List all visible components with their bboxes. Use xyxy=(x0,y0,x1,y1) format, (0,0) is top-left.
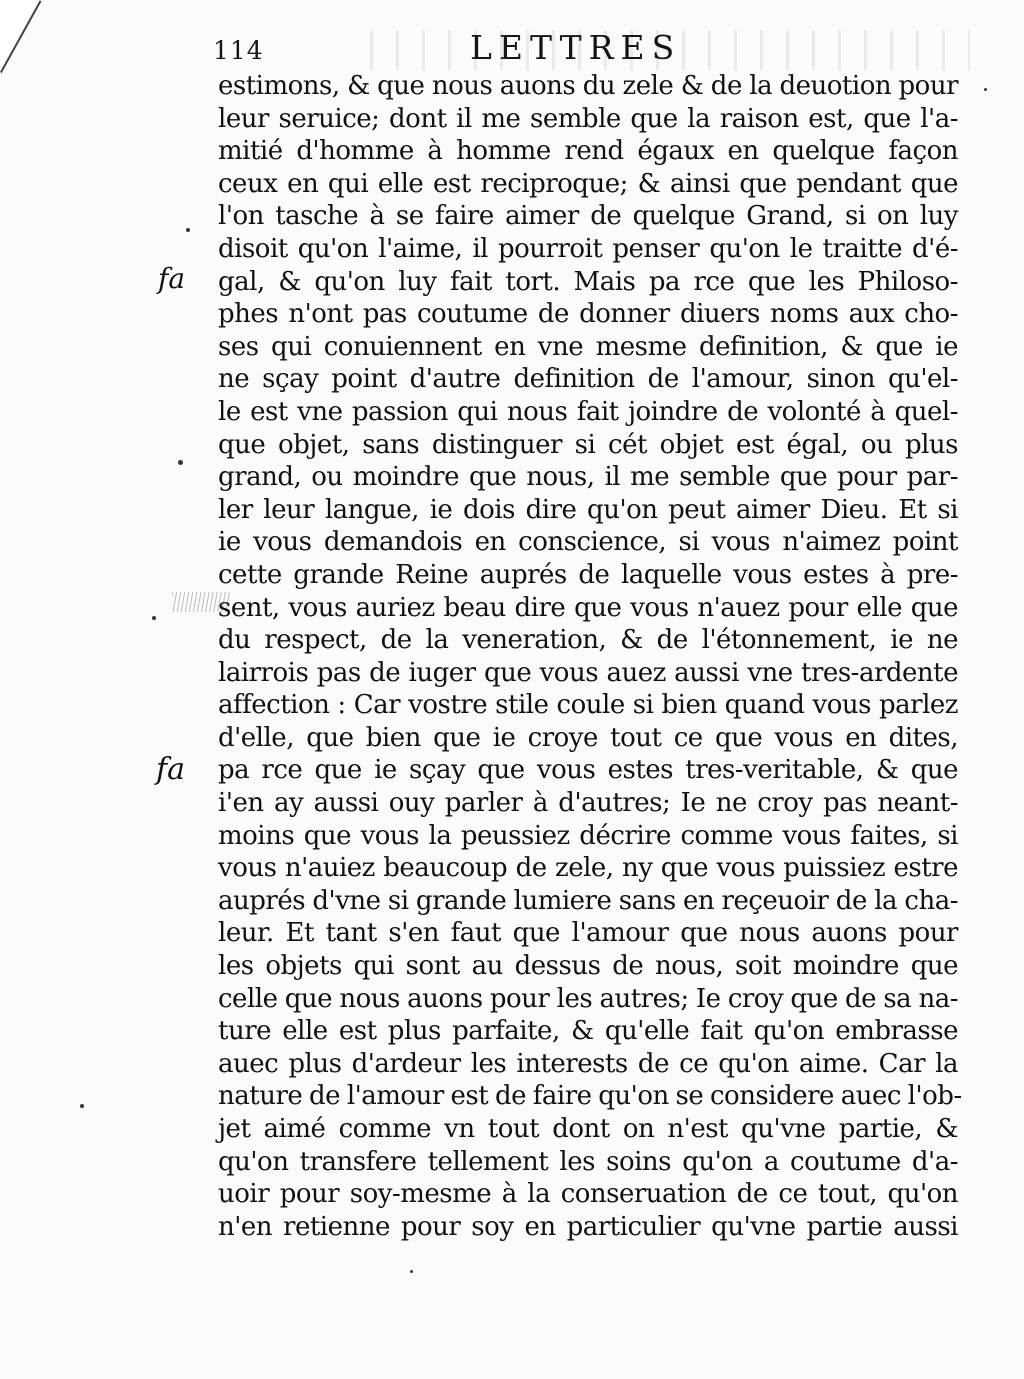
text-line: gal, & qu'on luy fait tort. Mais pa rce que les Philoso- xyxy=(218,266,958,297)
text-line: phes n'ont pas coutume de donner diuers noms aux cho- xyxy=(218,299,958,330)
text-line: ceux en qui elle est reciproque; & ainsi que pendant que xyxy=(218,168,958,199)
ink-speck xyxy=(186,228,190,232)
text-line: le est vne passion qui nous fait joindre de volonté à quel- xyxy=(218,396,958,427)
text-line: d'elle, que bien que ie croye tout ce que vous en dites, xyxy=(218,722,958,753)
text-line: ler leur langue, ie dois dire qu'on peut aimer Dieu. Et si xyxy=(218,494,958,525)
text-line: grand, ou moindre que nous, il me semble que pour par- xyxy=(218,462,958,493)
page-number: 114 xyxy=(213,36,264,65)
ink-speck xyxy=(178,460,183,465)
ink-speck xyxy=(152,616,156,620)
text-line: cette grande Reine auprés de laquelle vous estes à pre- xyxy=(218,559,958,590)
text-line: sent, vous auriez beau dire que vous n'auez pour elle que xyxy=(218,592,958,623)
text-line: celle que nous auons pour les autres; Ie croy que de sa na- xyxy=(218,983,958,1014)
text-line: les objets qui sont au dessus de nous, soit moindre que xyxy=(218,951,958,982)
text-line: qu'on transfere tellement les soins qu'on a coutume d'a- xyxy=(218,1146,958,1177)
ink-speck xyxy=(410,1270,413,1273)
text-line: mitié d'homme à homme rend égaux en quelque façon xyxy=(218,136,958,167)
text-line: ie vous demandois en conscience, si vous n'aimez point xyxy=(218,527,958,558)
text-line: auec plus d'ardeur les interests de ce qu'on aime. Car la xyxy=(218,1048,958,1079)
ink-speck xyxy=(984,88,987,91)
text-line: lairrois pas de iuger que vous auez aussi vne tres-ardente xyxy=(218,657,958,688)
text-line: que objet, sans distinguer si cét objet est égal, ou plus xyxy=(218,429,958,460)
ink-speck xyxy=(80,1104,84,1108)
margin-note: fa xyxy=(156,752,185,787)
text-line: affection : Car vostre stile coule si bien quand vous parlez xyxy=(218,690,958,721)
text-line: vous n'auiez beaucoup de zele, ny que vous puissiez estre xyxy=(218,853,958,884)
text-line: i'en ay aussi ouy parler à d'autres; Ie ne croy pas neant- xyxy=(218,788,958,819)
text-line: nature de l'amour est de faire qu'on se considere auec l'ob- xyxy=(218,1081,962,1112)
text-line: uoir pour soy-mesme à la conseruation de ce tout, qu'on xyxy=(218,1179,958,1210)
running-title: LETTRES xyxy=(470,28,682,67)
text-line: l'on tasche à se faire aimer de quelque Grand, si on luy xyxy=(218,201,958,232)
text-line: du respect, de la veneration, & de l'étonnement, ie ne xyxy=(218,625,958,656)
text-line: ses qui conuiennent en vne mesme definition, & que ie xyxy=(218,331,958,362)
margin-note: fa xyxy=(158,262,186,295)
text-line: pa rce que ie sçay que vous estes tres-veritable, & que xyxy=(218,755,958,786)
text-line: disoit qu'on l'aime, il pourroit penser qu'on le traitte d'é- xyxy=(218,233,958,264)
text-line: moins que vous la peussiez décrire comme vous faites, si xyxy=(218,820,958,851)
text-line: auprés d'vne si grande lumiere sans en reçeuoir de la cha- xyxy=(218,885,958,916)
text-line: leur. Et tant s'en faut que l'amour que nous auons pour xyxy=(218,918,958,949)
text-line: estimons, & que nous auons du zele & de la deuotion pour xyxy=(218,71,958,101)
text-line: ne sçay point d'autre definition de l'amour, sinon qu'el- xyxy=(218,364,958,395)
text-line: n'en retienne pour soy en particulier qu'vne partie aussi xyxy=(218,1211,958,1242)
body-text xyxy=(218,70,962,1243)
text-line: jet aimé comme vn tout dont on n'est qu'vne partie, & xyxy=(218,1114,958,1144)
text-line: ture elle est plus parfaite, & qu'elle fait qu'on embrasse xyxy=(218,1016,958,1047)
text-line: leur seruice; dont il me semble que la raison est, que l'a- xyxy=(218,103,958,134)
